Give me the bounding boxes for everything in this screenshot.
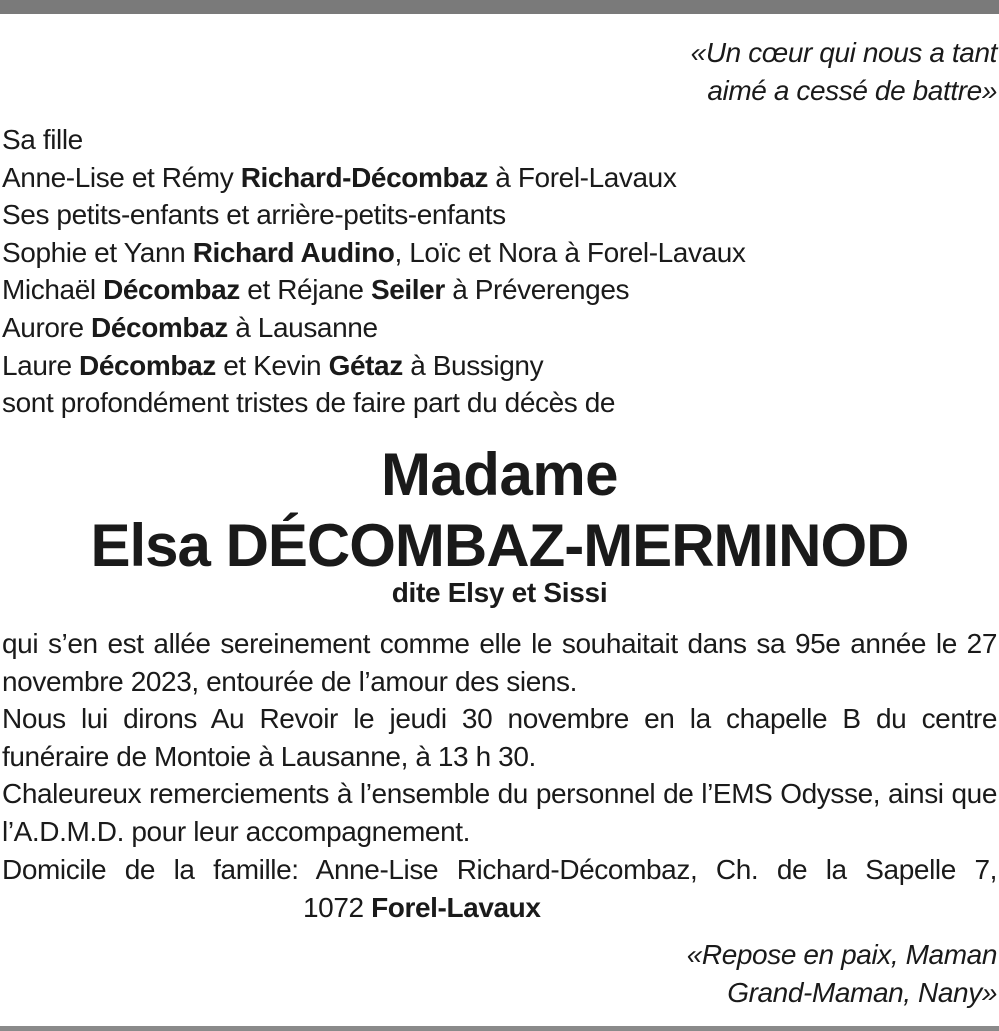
family-line	[2, 347, 997, 385]
address-city: Forel-Lavaux	[371, 892, 541, 923]
family-text: à Forel-Lavaux	[487, 161, 677, 193]
family-text: à Préverenges	[444, 274, 630, 306]
family-text: Ses petits-enfants et arrière-petits-enfants	[2, 199, 506, 231]
family-surname: Richard-Décombaz	[240, 161, 488, 193]
opening-quote	[691, 34, 997, 110]
family-text: Sophie et Yann	[2, 236, 193, 268]
family-line	[2, 234, 997, 272]
family-line	[2, 196, 997, 234]
bottom-rule	[0, 1026, 999, 1031]
family-line	[2, 271, 997, 309]
family-text: Aurore	[2, 311, 92, 343]
family-text: sont profondément tristes de faire part du décès de	[2, 387, 616, 419]
family-text: Michaël	[2, 274, 104, 306]
closing-quote	[687, 936, 997, 1012]
family-text: à Bussigny	[402, 349, 544, 381]
family-text: et Kevin	[215, 349, 329, 381]
opening-quote-line-2: aimé a cessé de battre»	[707, 75, 997, 106]
family-text: et Réjane	[239, 274, 371, 306]
opening-quote-line-1: «Un cœur qui nous a tant	[690, 37, 997, 68]
address-line-2	[303, 889, 541, 927]
family-text: Sa fille	[2, 124, 83, 155]
top-rule	[0, 0, 999, 14]
family-text: , Loïc et Nora à Forel-Lavaux	[394, 236, 746, 268]
closing-quote-line-2: Grand-Maman, Nany»	[727, 977, 997, 1008]
paragraph-passing: qui s’en est allée sereinement comme elle le souhaitait dans sa 95e année le 27 novembre 2023, entourée de l’amour des siens.	[2, 628, 997, 697]
family-text: Laure	[2, 349, 79, 381]
deceased-title: Madame	[380, 441, 619, 508]
family-text: Anne-Lise et Rémy	[2, 161, 241, 193]
family-text: à Lausanne	[227, 311, 378, 343]
family-line	[2, 121, 997, 159]
family-surname: Décombaz	[91, 311, 228, 343]
family-surname: Seiler	[370, 274, 445, 306]
address-postcode: 1072	[303, 892, 372, 923]
family-line	[2, 159, 997, 197]
family-surname: Richard Audino	[192, 236, 395, 268]
family-line	[2, 309, 997, 347]
family-surname: Décombaz	[79, 349, 216, 381]
closing-quote-line-1: «Repose en paix, Maman	[686, 939, 997, 970]
deceased-nickname: dite Elsy et Sissi	[391, 577, 608, 608]
paragraph-thanks: Chaleureux remerciements à l’ensemble du personnel de l’EMS Odysse, ainsi que l’A.D.M.D. pour leur accompagnement.	[2, 778, 997, 847]
family-line	[2, 384, 997, 422]
deceased-name: Elsa DÉCOMBAZ-MERMINOD	[90, 512, 909, 579]
family-announcement	[2, 121, 997, 422]
announcement-body	[2, 625, 997, 888]
family-surname: Gétaz	[328, 349, 403, 381]
family-surname: Décombaz	[103, 274, 240, 306]
address-line-1: Domicile de la famille: Anne-Lise Richard-Décombaz, Ch. de la Sapelle 7,	[2, 853, 997, 885]
paragraph-ceremony: Nous lui dirons Au Revoir le jeudi 30 novembre en la chapelle B du centre funéraire de Montoie à Lausanne, à 13 h 30.	[2, 703, 997, 772]
